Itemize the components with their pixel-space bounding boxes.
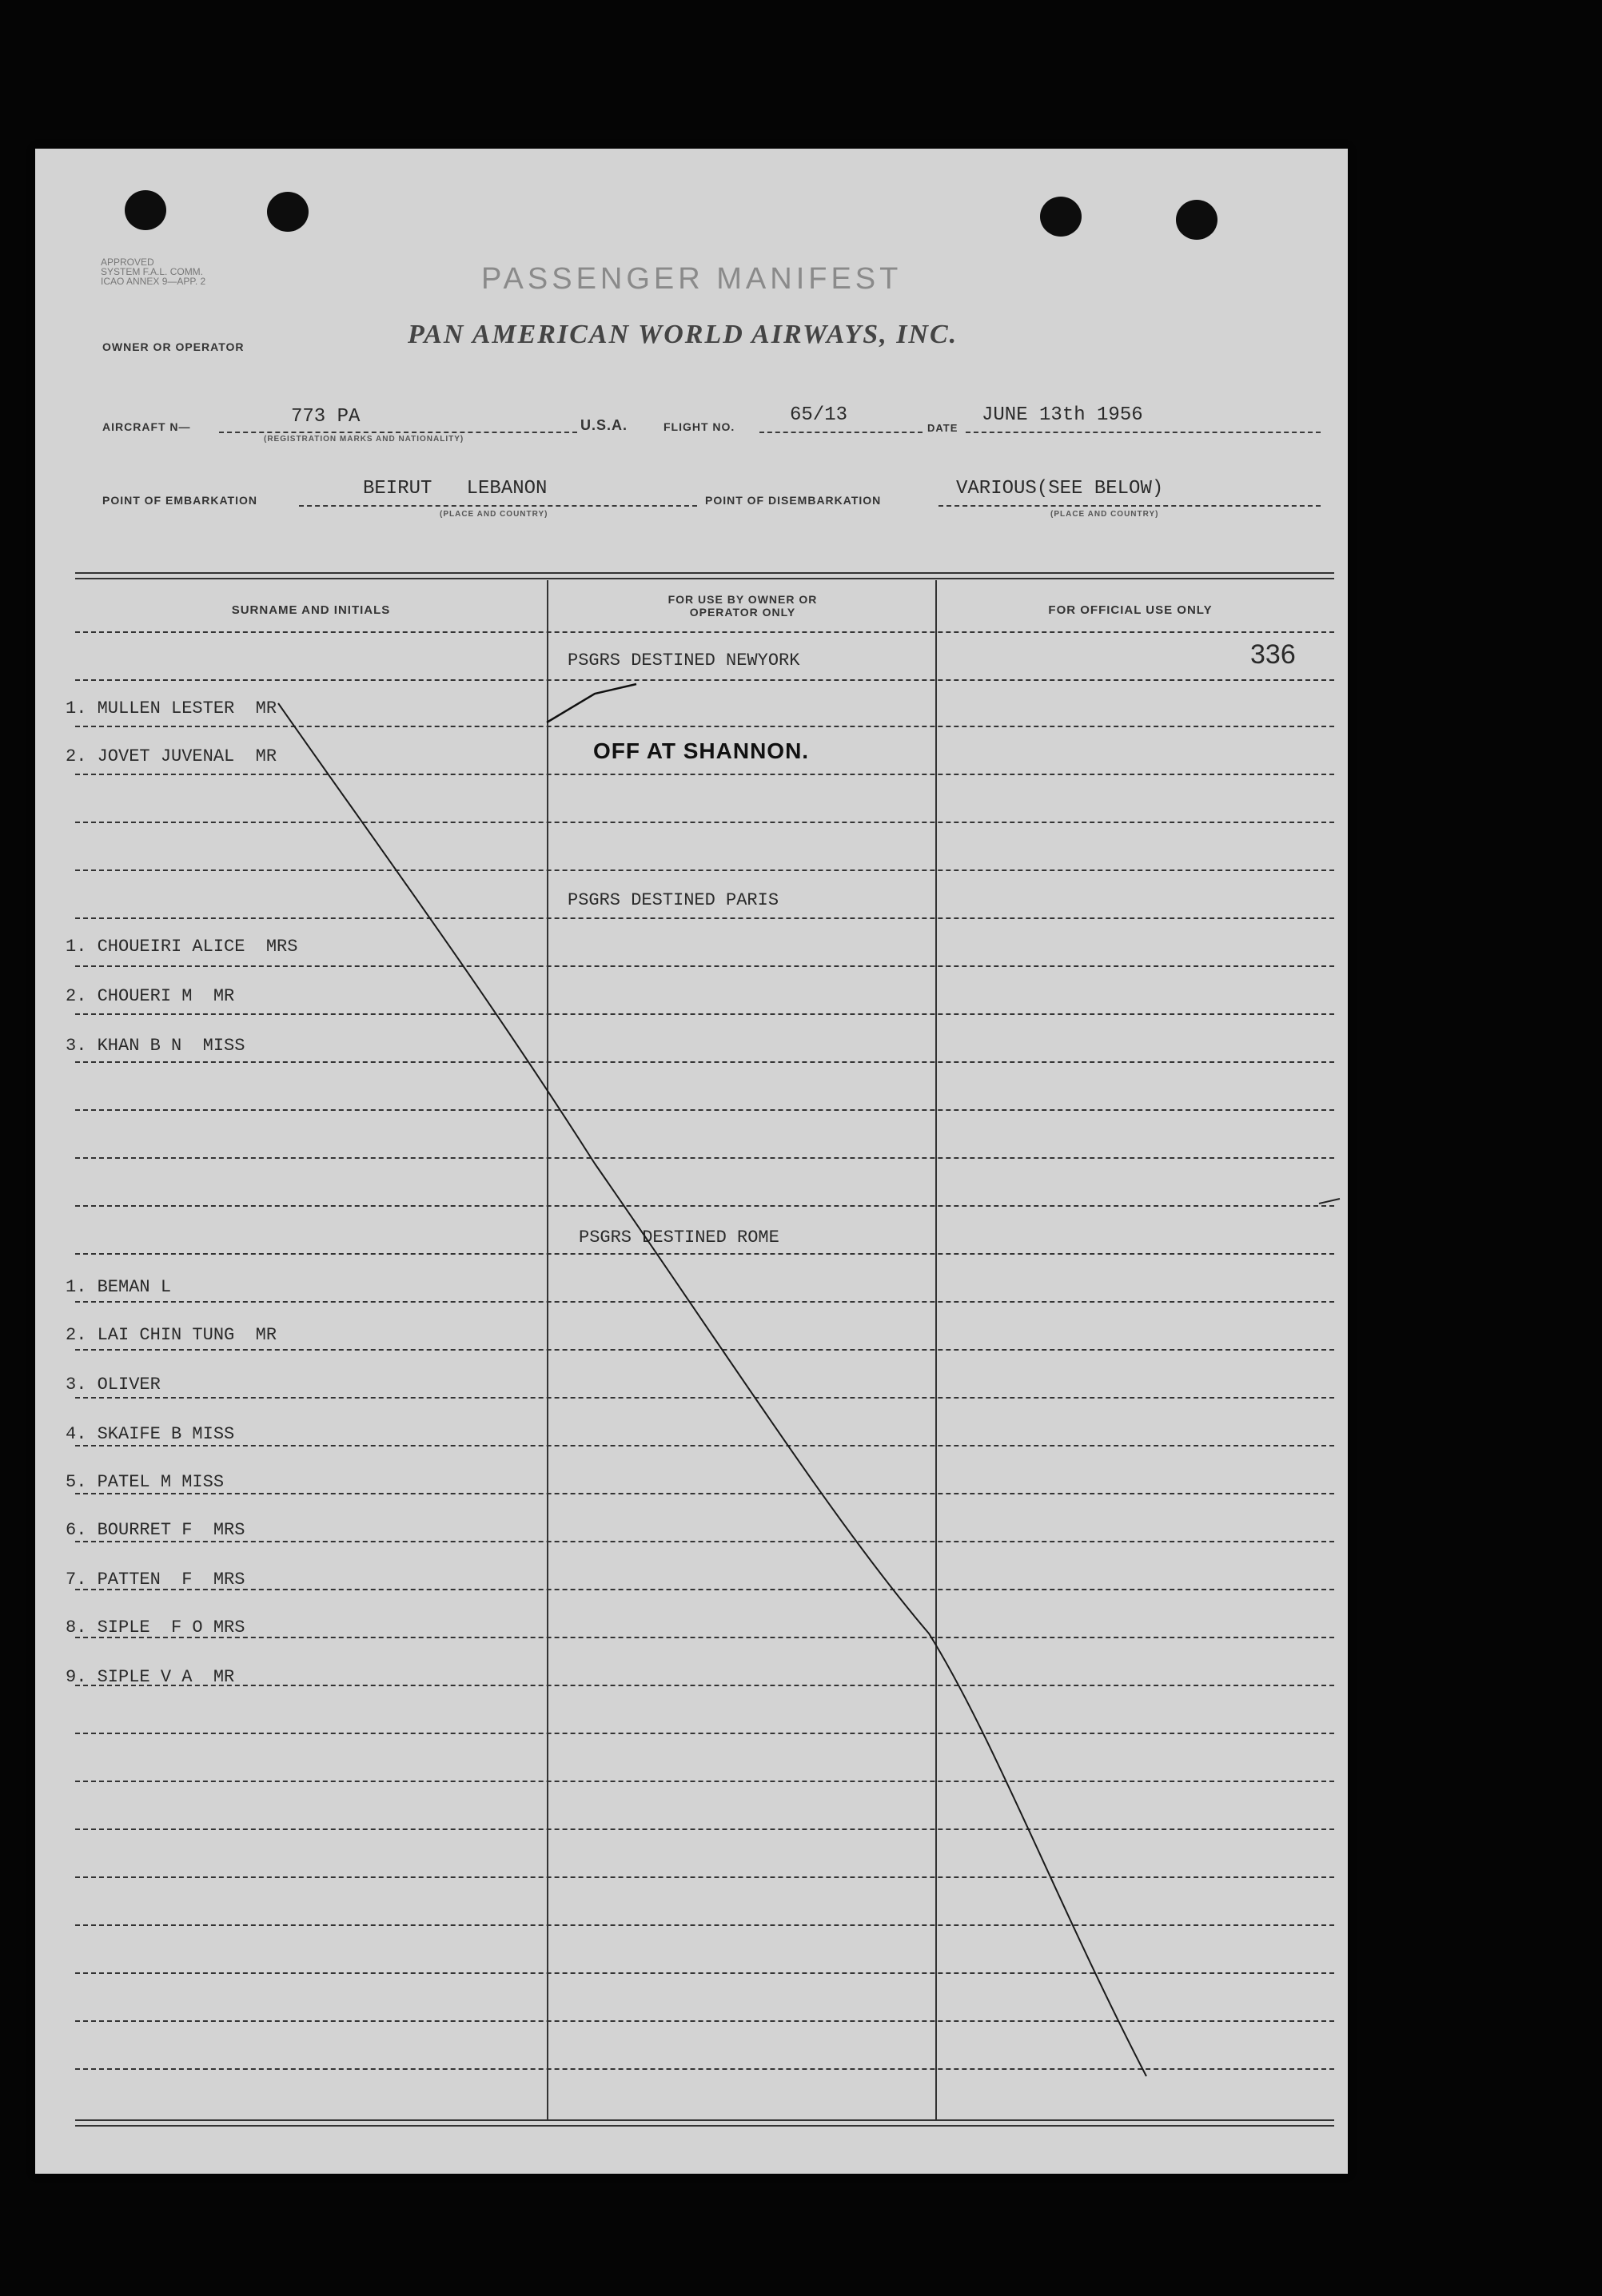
- disembarkation-sublabel: (PLACE AND COUNTRY): [1050, 510, 1159, 519]
- passenger-row: 2. CHOUERI M MR: [66, 986, 235, 1006]
- aircraft-label: AIRCRAFT N—: [102, 420, 191, 433]
- passenger-row: 1. MULLEN LESTER MR: [66, 698, 277, 718]
- disembarkation-value: VARIOUS(SEE BELOW): [956, 478, 1164, 499]
- aircraft-value: 773 PA: [291, 406, 361, 428]
- pen-stroke-margin: [1319, 1199, 1340, 1204]
- passenger-row: 5. PATEL M MISS: [66, 1472, 225, 1492]
- passenger-row: 1. BEMAN L: [66, 1277, 172, 1297]
- approval-line-3: ICAO ANNEX 9—APP. 2: [101, 276, 206, 287]
- group-newyork: PSGRS DESTINED NEWYORK: [568, 651, 800, 670]
- date-label: DATE: [927, 422, 958, 434]
- passenger-row: 9. SIPLE V A MR: [66, 1667, 235, 1687]
- passenger-row: 1. CHOUEIRI ALICE MRS: [66, 937, 298, 957]
- column-header-owner-use: FOR USE BY OWNER OR OPERATOR ONLY: [668, 593, 818, 619]
- group-rome: PSGRS DESTINED ROME: [579, 1228, 779, 1247]
- approval-line-1: APPROVED: [101, 257, 154, 268]
- pen-stroke-bracket: [547, 684, 636, 722]
- column-header-surname: SURNAME AND INITIALS: [231, 603, 391, 617]
- disembarkation-label: POINT OF DISEMBARKATION: [705, 494, 882, 507]
- flight-label: FLIGHT NO.: [664, 420, 735, 433]
- column-header-official: FOR OFFICIAL USE ONLY: [1048, 603, 1213, 617]
- owner-value: PAN AMERICAN WORLD AIRWAYS, INC.: [408, 320, 958, 349]
- passenger-row: 2. JOVET JUVENAL MR: [66, 746, 277, 766]
- passenger-row: 6. BOURRET F MRS: [66, 1520, 245, 1540]
- note-off-at-shannon: OFF AT SHANNON.: [593, 738, 810, 763]
- flight-value: 65/13: [790, 404, 848, 426]
- group-paris: PSGRS DESTINED PARIS: [568, 890, 779, 910]
- passenger-row: 3. KHAN B N MISS: [66, 1036, 245, 1056]
- passenger-row: 4. SKAIFE B MISS: [66, 1424, 235, 1444]
- passenger-row: 8. SIPLE F O MRS: [66, 1618, 245, 1637]
- manifest-sheet: [35, 149, 1348, 2174]
- official-number: 336: [1250, 639, 1296, 670]
- approval-line-2: SYSTEM F.A.L. COMM.: [101, 266, 204, 277]
- embarkation-sublabel: (PLACE AND COUNTRY): [440, 510, 548, 519]
- aircraft-sublabel: (REGISTRATION MARKS AND NATIONALITY): [264, 435, 464, 444]
- page-title: PASSENGER MANIFEST: [481, 262, 903, 296]
- pen-strokes: [35, 149, 1348, 2174]
- passenger-row: 3. OLIVER: [66, 1375, 161, 1395]
- pen-stroke-diagonal: [278, 703, 1146, 2076]
- embarkation-label: POINT OF EMBARKATION: [102, 494, 257, 507]
- passenger-row: 7. PATTEN F MRS: [66, 1570, 245, 1590]
- passenger-row: 2. LAI CHIN TUNG MR: [66, 1325, 277, 1345]
- country-label: U.S.A.: [580, 417, 628, 433]
- embarkation-value: BEIRUT LEBANON: [363, 478, 548, 499]
- owner-label: OWNER OR OPERATOR: [102, 340, 245, 353]
- date-value: JUNE 13th 1956: [982, 404, 1143, 426]
